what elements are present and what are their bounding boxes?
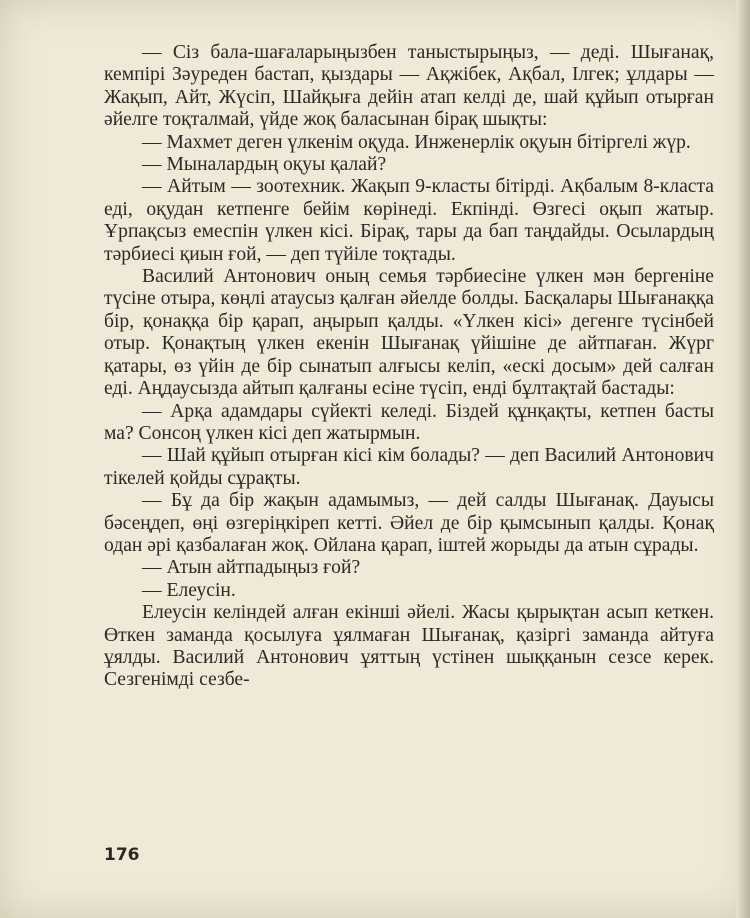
- paragraph: — Елеусін.: [142, 579, 236, 601]
- paragraph: Василий Антонович оның семья тәрбиесіне үлкен мән бергеніне түсіне отыра, көңлі атаусыз қалған әйелде болды. Басқалары Шығанаққа бір, қонаққа бір қарап, аңырып қалды. «Үлкен кісі» дегенге түсінбей отыр. Қонақтың үлкен екенін Шығанақ үйішіне де айтпаған. Жүрг қатары, өз үйін де бір сынатып алғысы келіп, «ескі досым» дей салған еді. Аңдаусызда айтып қалғаны есіне түсіп, енді бұлтақтай бастады:: [104, 266, 714, 400]
- paragraph: — Шай құйып отырған кісі кім болады? — деп Василий Антонович тікелей қойды сұрақты.: [104, 445, 714, 489]
- paragraph: — Махмет деген үлкенім оқуда. Инженерлік оқуын бітіргелі жүр.: [142, 131, 691, 153]
- paragraph: — Бұ да бір жақын адамымыз, — дей салды Шығанақ. Дауысы бәсеңдеп, өңі өзгеріңкіреп кетті. Әйел де бір қымсынып қалды. Қонақ одан әрі қазбалаған жоқ. Ойлана қарап, іштей жорыды да атын сұрады.: [104, 490, 714, 556]
- paragraph: — Айтым — зоотехник. Жақып 9-класты бітірді. Ақбалым 8-класта еді, оқудан кетпенге бейім көрінеді. Екпінді. Өзгесі оқып жатыр. Ұрпақсыз емеспін үлкен кісі. Бірақ, тары да бап таңдайды. Осылардың тәрбиесі қиын ғой, — деп түйіле тоқтады.: [104, 176, 714, 265]
- page-number: 176: [104, 845, 140, 865]
- page-edge: [736, 0, 750, 918]
- paragraph: — Арқа адамдары сүйекті келеді. Біздей құнқақты, кетпен басты ма? Сонсоң үлкен кісі деп жатырмын.: [104, 400, 714, 444]
- paragraph: — Мыналардың оқуы қалай?: [142, 154, 387, 176]
- paragraph: — Сіз бала-шағаларыңызбен таныстырыңыз, — деді. Шығанақ, кемпірі Зәуреден бастап, қыздары — Ақжібек, Ақбал, Ілгек; ұлдары — Жақып, Айт, Жүсіп, Шайқыға дейін атап келді де, шай құйып отырған әйелге тоқталмай, үйде жоқ баласынан бірақ шықты:: [104, 42, 714, 131]
- paragraph: Елеусін келіндей алған екінші әйелі. Жасы қырықтан асып кеткен. Өткен заманда қосылуға ұялмаған Шығанақ, қазіргі заманда айтуға ұялды. Василий Антонович ұяттың үстінен шыққанын сезсе керек. Сезгенімді сезбе-: [104, 602, 714, 691]
- paragraph: — Атын айтпадыңыз ғой?: [142, 557, 361, 579]
- page-body-text: [104, 42, 714, 692]
